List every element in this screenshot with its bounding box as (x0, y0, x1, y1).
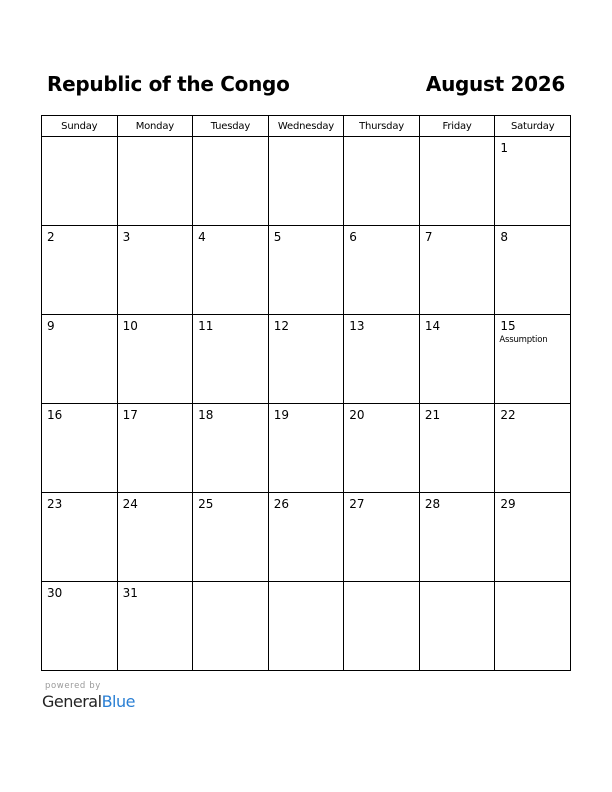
day-number: 7 (424, 230, 433, 244)
week-row (42, 582, 571, 671)
day-number: 30 (47, 586, 63, 600)
day-number: 8 (500, 230, 509, 244)
weekday-header: Thursday (344, 116, 420, 137)
day-number: 16 (47, 408, 63, 422)
day-number: 21 (424, 408, 441, 422)
day-number: 13 (349, 319, 365, 333)
day-cell (495, 493, 571, 582)
day-number: 6 (349, 230, 357, 244)
brand-blue-text: Blue (101, 692, 135, 711)
day-cell (42, 404, 118, 493)
month-title: August 2026 (425, 72, 565, 96)
day-number: 14 (424, 319, 441, 333)
day-number: 18 (198, 408, 214, 422)
day-cell (344, 315, 420, 404)
calendar-grid (41, 115, 571, 671)
day-cell (495, 226, 571, 315)
day-cell (268, 226, 344, 315)
day-cell (193, 404, 269, 493)
weekday-header: Wednesday (268, 116, 344, 137)
weekday-header: Monday (117, 116, 193, 137)
day-number: 23 (47, 497, 63, 511)
day-number: 1 (500, 141, 509, 155)
week-row (42, 404, 571, 493)
day-cell (344, 226, 420, 315)
day-cell (419, 582, 495, 671)
brand-general-text: General (42, 692, 102, 711)
day-cell (117, 493, 193, 582)
day-number: 26 (273, 497, 289, 511)
day-cell (419, 137, 495, 226)
day-cell (268, 404, 344, 493)
day-cell (495, 404, 571, 493)
day-cell (193, 315, 269, 404)
country-title: Republic of the Congo (47, 72, 290, 96)
day-cell (193, 137, 269, 226)
week-row (42, 226, 571, 315)
powered-by-text: powered by (45, 681, 101, 691)
day-number: 27 (349, 497, 365, 511)
day-cell (193, 582, 269, 671)
day-number: 2 (47, 230, 55, 244)
footer-branding (42, 681, 135, 711)
weekday-header: Tuesday (193, 116, 269, 137)
day-cell (193, 226, 269, 315)
day-number: 15 (500, 319, 516, 333)
day-number: 11 (198, 319, 214, 333)
day-cell (344, 404, 420, 493)
day-cell (419, 493, 495, 582)
day-number: 31 (122, 586, 138, 600)
day-number: 19 (273, 408, 289, 422)
day-number: 22 (500, 408, 516, 422)
day-cell (419, 226, 495, 315)
weekday-header-row (42, 116, 571, 137)
day-number: 10 (122, 319, 138, 333)
holiday-label: Assumption (499, 335, 548, 345)
calendar-header (41, 66, 571, 102)
weekday-header: Sunday (42, 116, 118, 137)
week-row (42, 315, 571, 404)
day-number: 3 (122, 230, 131, 244)
day-cell (344, 493, 420, 582)
day-number: 20 (349, 408, 365, 422)
day-cell (42, 137, 118, 226)
day-cell (495, 582, 571, 671)
day-cell (193, 493, 269, 582)
day-number: 4 (198, 230, 206, 244)
week-row (42, 493, 571, 582)
day-cell (117, 404, 193, 493)
day-cell (344, 137, 420, 226)
day-cell (42, 315, 118, 404)
day-cell (117, 226, 193, 315)
day-cell (42, 582, 118, 671)
day-number: 9 (47, 319, 55, 333)
day-cell (268, 315, 344, 404)
week-row (42, 137, 571, 226)
brand-logo[interactable] (42, 692, 135, 711)
day-number: 25 (198, 497, 214, 511)
day-cell (419, 315, 495, 404)
day-cell (344, 582, 420, 671)
day-number: 28 (424, 497, 441, 511)
day-number: 17 (122, 408, 138, 422)
day-number: 5 (273, 230, 282, 244)
day-cell (495, 315, 571, 404)
day-cell (268, 493, 344, 582)
day-cell (117, 137, 193, 226)
day-cell (268, 137, 344, 226)
day-cell (117, 315, 193, 404)
day-cell (117, 582, 193, 671)
day-number: 29 (500, 497, 516, 511)
day-cell (268, 582, 344, 671)
weekday-header: Saturday (495, 116, 571, 137)
day-cell (42, 226, 118, 315)
day-cell (495, 137, 571, 226)
weekday-header: Friday (419, 116, 495, 137)
day-number: 24 (122, 497, 138, 511)
day-cell (419, 404, 495, 493)
day-cell (42, 493, 118, 582)
day-number: 12 (273, 319, 289, 333)
